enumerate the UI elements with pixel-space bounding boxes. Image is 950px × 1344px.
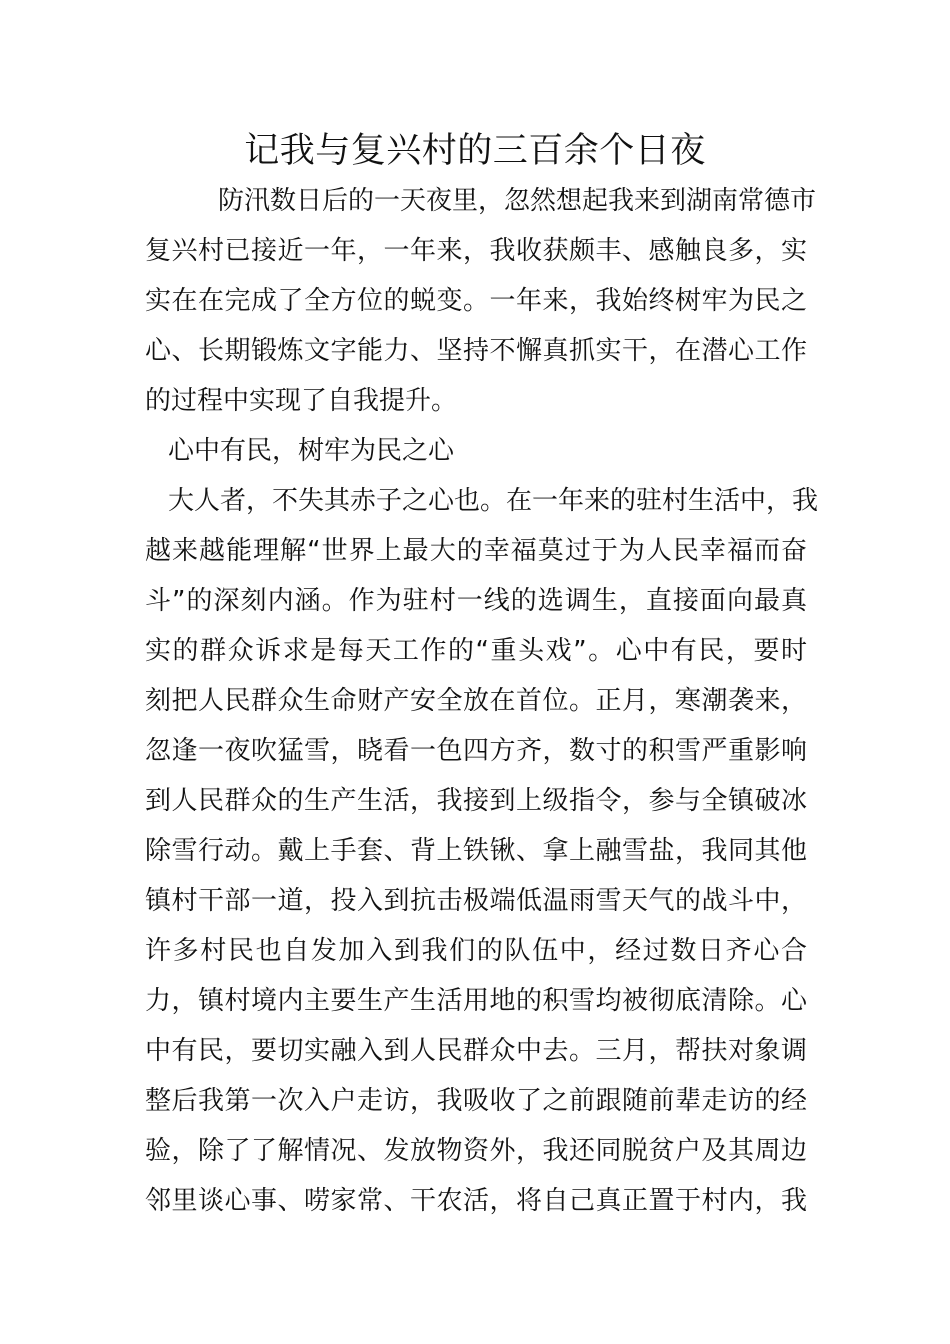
paragraph-2-line-12: 中有民，要切实融入到人民群众中去。三月，帮扶对象调 (145, 1036, 807, 1066)
paragraph-2-line-14: 验，除了了解情况、发放物资外，我还同脱贫户及其周边 (145, 1136, 807, 1166)
paragraph-2-line-2: 越来越能理解“世界上最大的幸福莫过于为人民幸福而奋 (145, 536, 807, 566)
paragraph-1-line-1: 防汛数日后的一天夜里，忽然想起我来到湖南常德市 (218, 186, 817, 216)
paragraph-1-line-3: 实在在完成了全方位的蜕变。一年来，我始终树牢为民之 (145, 286, 807, 316)
paragraph-2-line-9: 镇村干部一道，投入到抗击极端低温雨雪天气的战斗中， (145, 886, 807, 916)
paragraph-2-line-7: 到人民群众的生产生活，我接到上级指令，参与全镇破冰 (145, 786, 807, 816)
paragraph-1-line-5: 的过程中实现了自我提升。 (145, 386, 458, 416)
paragraph-2-line-15: 邻里谈心事、唠家常、干农活，将自己真正置于村内，我 (145, 1186, 807, 1216)
paragraph-1-line-2: 复兴村已接近一年，一年来，我收获颇丰、感触良多，实 (145, 236, 807, 266)
paragraph-1-line-4: 心、长期锻炼文字能力、坚持不懈真抓实干，在潜心工作 (145, 336, 807, 366)
paragraph-2-line-6: 忽逢一夜吹猛雪，晓看一色四方齐，数寸的积雪严重影响 (145, 736, 807, 766)
paragraph-2-line-10: 许多村民也自发加入到我们的队伍中，经过数日齐心合 (145, 936, 807, 966)
paragraph-2-line-13: 整后我第一次入户走访，我吸收了之前跟随前辈走访的经 (145, 1086, 807, 1116)
paragraph-2-line-1: 大人者，不失其赤子之心也。在一年来的驻村生活中，我 (168, 486, 819, 516)
paragraph-2-line-5: 刻把人民群众生命财产安全放在首位。正月，寒潮袭来， (145, 686, 807, 716)
paragraph-2-line-8: 除雪行动。戴上手套、背上铁锹、拿上融雪盐，我同其他 (145, 836, 807, 866)
section-heading: 心中有民，树牢为民之心 (168, 436, 455, 466)
document-title: 记我与复兴村的三百余个日夜 (244, 131, 706, 171)
paragraph-2-line-11: 力，镇村境内主要生产生活用地的积雪均被彻底清除。心 (145, 986, 807, 1016)
paragraph-2-line-3: 斗”的深刻内涵。作为驻村一线的选调生，直接面向最真 (145, 586, 807, 616)
paragraph-2-line-4: 实的群众诉求是每天工作的“重头戏”。心中有民，要时 (145, 636, 807, 666)
